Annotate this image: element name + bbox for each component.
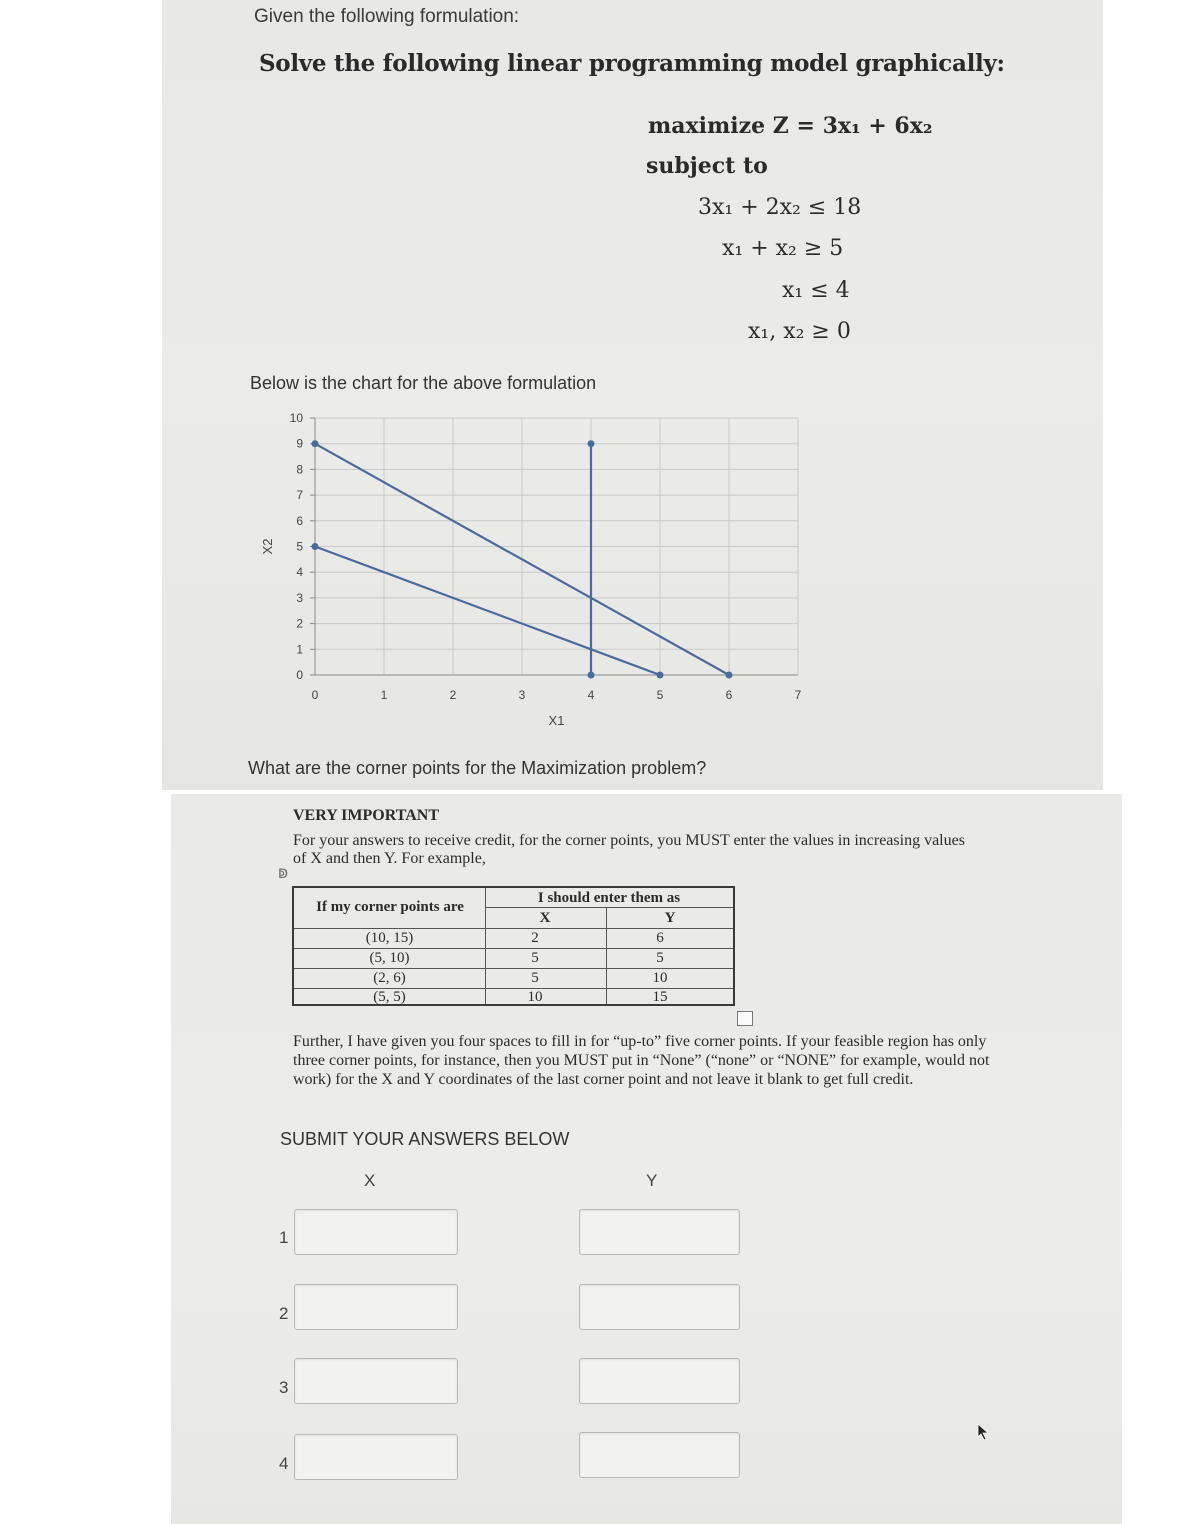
further-instructions: Further, I have given you four spaces to fill in for “up-to” five corner points. If your feasible region has only three corner points, for instance, then you MUST put in “None” (“none” or “NONE” for example, would not work) for the X and Y coordinates of the last corner point and not leave it blank to get full credit.	[293, 1033, 990, 1088]
x-tick-label: 7	[794, 688, 802, 702]
y-tick-label: 9	[296, 436, 303, 451]
answer-row-number: 2	[279, 1304, 289, 1323]
example-x-value: 2	[531, 930, 539, 946]
corner-1-x-input[interactable]	[294, 1209, 458, 1255]
constraint-endpoint	[726, 672, 733, 679]
example-y-value: 5	[656, 950, 664, 966]
x-tick-label: 6	[725, 688, 733, 702]
example-x-value: 10	[527, 989, 543, 1005]
question-text: What are the corner points for the Maximization problem?	[248, 758, 707, 778]
constraint-1: 3x₁ + 2x₂ ≤ 18	[698, 195, 862, 220]
important-title: VERY IMPORTANT	[293, 807, 439, 824]
corner-3-x-input[interactable]	[294, 1358, 458, 1404]
example-table	[292, 886, 735, 1006]
mouse-cursor-icon	[976, 1423, 990, 1441]
x-tick-label: 4	[587, 688, 595, 702]
y-tick-label: 7	[296, 488, 303, 503]
lp-chart	[260, 405, 820, 735]
intro-text: Given the following formulation:	[254, 6, 520, 27]
example-point: (5, 5)	[373, 989, 406, 1005]
y-tick-label: 1	[296, 642, 303, 657]
corner-3-y-input[interactable]	[579, 1358, 740, 1404]
example-y-value: 10	[652, 970, 668, 986]
answer-row-number: 3	[279, 1378, 289, 1397]
chart-x-axis-label: X1	[548, 713, 565, 728]
corner-2-y-input[interactable]	[579, 1284, 740, 1330]
y-tick-label: 8	[296, 462, 303, 477]
answer-row-number: 4	[279, 1454, 289, 1473]
example-y-value: 6	[656, 930, 664, 946]
subject-to-label: subject to	[646, 153, 768, 179]
y-tick-label: 0	[296, 668, 303, 682]
example-point: (5, 10)	[369, 950, 410, 966]
y-tick-label: 6	[296, 513, 303, 528]
y-tick-label: 4	[296, 565, 303, 580]
corner-1-y-input[interactable]	[579, 1209, 740, 1255]
constraint-endpoint	[657, 672, 664, 679]
table-checkbox[interactable]	[737, 1011, 753, 1026]
example-x-value: 5	[531, 970, 539, 986]
y-tick-label: 3	[296, 590, 303, 605]
x-tick-label: 0	[311, 688, 319, 702]
answer-y-header: Y	[646, 1171, 658, 1190]
example-point: (2, 6)	[373, 970, 406, 986]
corner-4-x-input[interactable]	[294, 1434, 458, 1480]
constraint-nonnegativity: x₁, x₂ ≥ 0	[748, 319, 851, 344]
chart-ticks	[290, 411, 802, 702]
chart-caption: Below is the chart for the above formulation	[250, 373, 597, 393]
x-tick-label: 2	[449, 688, 457, 702]
constraint-endpoint	[588, 672, 595, 679]
corner-2-x-input[interactable]	[294, 1284, 458, 1330]
corner-4-y-input[interactable]	[579, 1432, 740, 1478]
x-tick-label: 3	[518, 688, 526, 702]
example-point: (10, 15)	[365, 930, 414, 946]
chart-y-axis-label: X2	[260, 538, 275, 555]
answer-row-number: 1	[279, 1228, 289, 1247]
constraint-3: x₁ ≤ 4	[782, 278, 850, 303]
answer-x-header: X	[364, 1171, 376, 1190]
constraint-endpoint	[312, 543, 319, 550]
example-right-header: I should enter them as	[537, 890, 681, 906]
example-y-header: Y	[664, 910, 676, 926]
x-tick-label: 5	[656, 688, 664, 702]
y-tick-label: 5	[296, 539, 303, 554]
example-y-value: 15	[652, 989, 668, 1005]
example-x-header: X	[539, 910, 551, 926]
y-tick-label: 2	[296, 616, 303, 631]
constraint-2: x₁ + x₂ ≥ 5	[722, 236, 844, 261]
submit-heading: SUBMIT YOUR ANSWERS BELOW	[280, 1129, 570, 1149]
objective-function: maximize Z = 3x₁ + 6x₂	[648, 113, 933, 139]
example-left-header: If my corner points are	[316, 899, 464, 915]
table-anchor-mark: ↁ	[278, 866, 289, 881]
problem-heading: Solve the following linear programming model graphically:	[259, 50, 1005, 77]
x-tick-label: 1	[380, 688, 388, 702]
example-x-value: 5	[531, 950, 539, 966]
constraint-endpoint	[312, 440, 319, 447]
constraint-endpoint	[588, 440, 595, 447]
y-tick-label: 10	[289, 411, 303, 425]
constraint-line	[315, 547, 660, 676]
important-text: For your answers to receive credit, for the corner points, you MUST enter the values in increasing values of X and then Y. For example,	[293, 832, 965, 867]
